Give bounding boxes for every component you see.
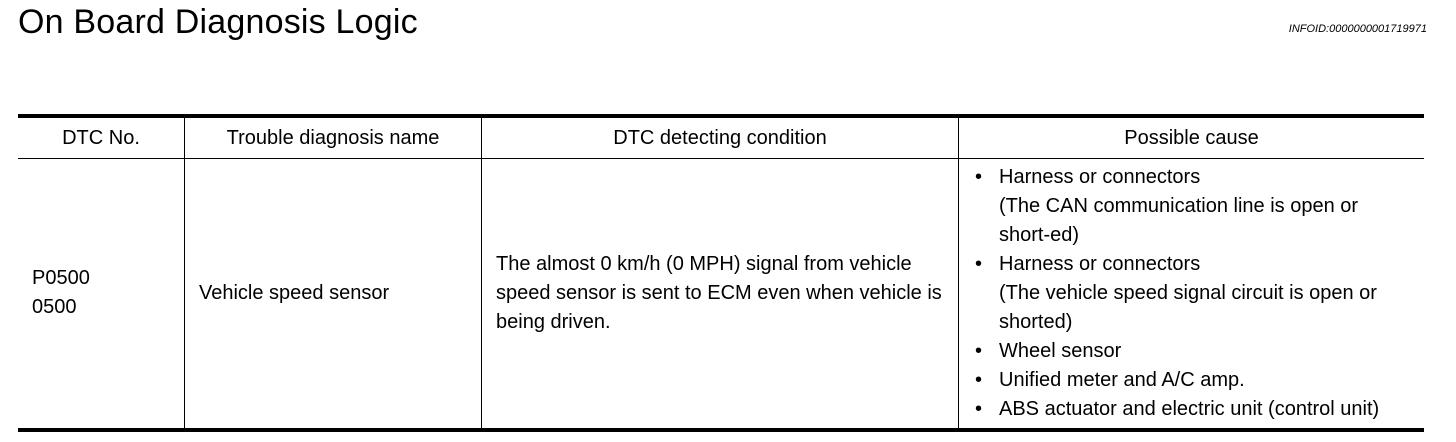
dtc-code: P0500: [32, 267, 90, 289]
cause-detail: (The CAN communication line is open or short-ed): [999, 194, 1359, 246]
bullet-icon: •: [975, 368, 983, 391]
cause-text: Wheel sensor: [999, 339, 1122, 362]
list-item: [973, 250, 1410, 337]
info-id: INFOID:0000000001719971: [1288, 23, 1427, 35]
cell-dtc-no: [18, 158, 185, 430]
cause-text: Harness or connectors: [999, 252, 1201, 275]
dtc-code: 0500: [32, 296, 77, 318]
cell-trouble-diagnosis-name: Vehicle speed sensor: [185, 158, 482, 430]
cause-text: Unified meter and A/C amp.: [999, 368, 1245, 391]
cause-text: ABS actuator and electric unit (control unit): [999, 397, 1380, 420]
cell-possible-cause: [959, 158, 1425, 430]
bullet-icon: •: [975, 339, 983, 362]
bullet-icon: •: [975, 165, 983, 188]
list-item: [973, 395, 1410, 424]
cause-text: Harness or connectors: [999, 165, 1201, 188]
cause-detail: (The vehicle speed signal circuit is open or shorted): [999, 281, 1377, 333]
list-item: [973, 163, 1410, 250]
column-header-dtc-detecting-condition: DTC detecting condition: [482, 116, 959, 158]
possible-cause-list: [973, 163, 1410, 424]
bullet-icon: •: [975, 252, 983, 275]
bullet-icon: •: [975, 397, 983, 420]
cell-dtc-detecting-condition: The almost 0 km/h (0 MPH) signal from vehicle speed sensor is sent to ECM even when vehicle is being driven.: [482, 158, 959, 430]
column-header-dtc-no: DTC No.: [18, 116, 185, 158]
column-header-trouble-diagnosis-name: Trouble diagnosis name: [185, 116, 482, 158]
table-header-row: [18, 116, 1424, 158]
list-item: [973, 366, 1410, 395]
table-row: [18, 158, 1424, 430]
column-header-possible-cause: Possible cause: [959, 116, 1425, 158]
dtc-table: [18, 114, 1424, 432]
page-title: On Board Diagnosis Logic: [18, 3, 418, 41]
list-item: [973, 337, 1410, 366]
